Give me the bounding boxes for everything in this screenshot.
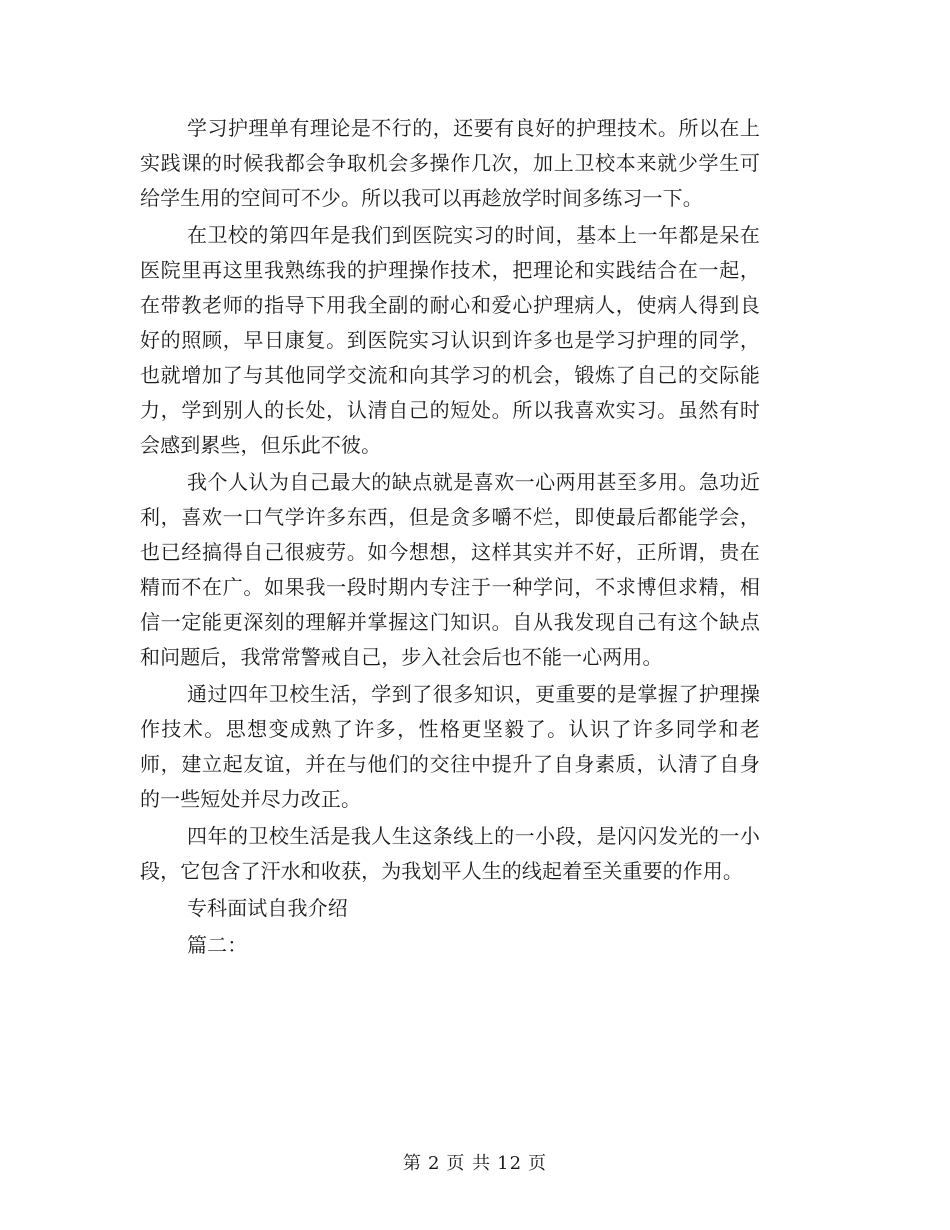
paragraph-3: 我个人认为自己最大的缺点就是喜欢一心两用甚至多用。急功近利，喜欢一口气学许多东西，但是贪多嚼不烂，即使最后都能学会，也已经搞得自己很疲劳。如今想想，这样其实并不好，正所谓，贵在精而不在广。如果我一段时期内专注于一种学问，不求博但求精，相信一定能更深刻的理解并掌握这门知识。自从我发现自己有这个缺点和问题后，我常常警戒自己，步入社会后也不能一心两用。 [140, 470, 760, 669]
paragraph-1: 学习护理单有理论是不行的，还要有良好的护理技术。所以在上实践课的时候我都会争取机会多操作几次，加上卫校本来就少学生可给学生用的空间可不少。所以我可以再趁放学时间多练习一下。 [140, 116, 760, 210]
paragraph-2: 在卫校的第四年是我们到医院实习的时间，基本上一年都是呆在医院里再这里我熟练我的护理操作技术，把理论和实践结合在一起，在带教老师的指导下用我全副的耐心和爱心护理病人，使病人得到良好的照顾，早日康复。到医院实习认识到许多也是学习护理的同学，也就增加了与其他同学交流和向其学习的机会，锻炼了自己的交际能力，学到别人的长处，认清自己的短处。所以我喜欢实习。虽然有时会感到累些，但乐此不彼。 [140, 223, 760, 457]
chapter-label: 篇二： [187, 933, 248, 957]
paragraph-4: 通过四年卫校生活，学到了很多知识，更重要的是掌握了护理操作技术。思想变成熟了许多，性格更坚毅了。认识了许多同学和老师，建立起友谊，并在与他们的交往中提升了自身素质，认清了自身的一些短处并尽力改正。 [140, 682, 760, 811]
total-pages-number: 12 [497, 1153, 523, 1174]
footer-middle: 页 共 [446, 1153, 492, 1174]
current-page-number: 2 [427, 1153, 441, 1174]
footer-prefix: 第 [402, 1153, 422, 1174]
footer-suffix: 页 [528, 1153, 548, 1174]
paragraph-5: 四年的卫校生活是我人生这条线上的一小段，是闪闪发光的一小段，它包含了汗水和收获，为我划平人生的线起着至关重要的作用。 [140, 824, 760, 883]
body-text [140, 111, 760, 963]
section-heading: 专科面试自我介绍 [187, 896, 348, 920]
page-number-footer [0, 1152, 950, 1176]
